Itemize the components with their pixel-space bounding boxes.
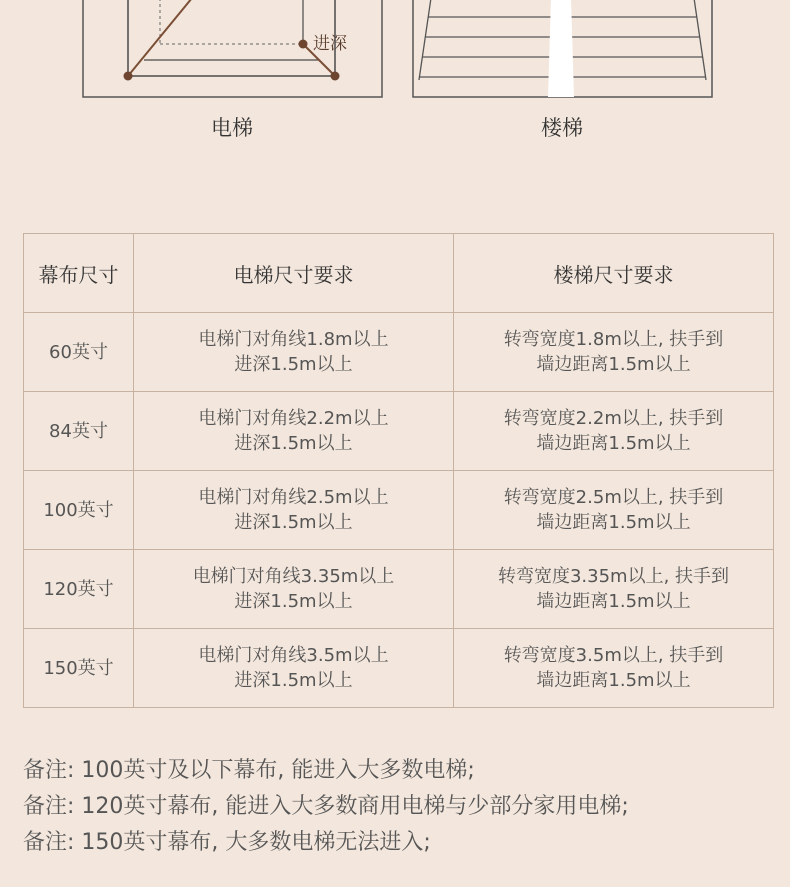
screen-size-cell: 100英寸	[24, 471, 134, 550]
elevator-requirement-cell	[134, 471, 454, 550]
diagrams-area	[0, 0, 790, 110]
elevator-point-front-left	[124, 72, 133, 81]
elevator-requirement-line: 进深1.5m以上	[234, 670, 353, 691]
elevator-diagram	[83, 0, 382, 97]
elevator-requirement-line: 进深1.5m以上	[234, 354, 353, 375]
elevator-requirement-line: 进深1.5m以上	[234, 433, 353, 454]
screen-size-cell: 150英寸	[24, 629, 134, 708]
screen-size-cell: 120英寸	[24, 550, 134, 629]
stairs-requirement-line: 转弯宽度2.5m以上, 扶手到	[503, 487, 724, 508]
stairs-requirement-cell	[454, 629, 774, 708]
elevator-point-front-right	[331, 72, 340, 81]
elevator-requirement-cell	[134, 392, 454, 471]
table-header-row	[24, 234, 774, 313]
elevator-requirement-cell	[134, 313, 454, 392]
table-row	[24, 392, 774, 471]
stairs-diagram	[413, 0, 712, 97]
elevator-point-back-right	[299, 40, 308, 49]
table-row	[24, 471, 774, 550]
elevator-requirement-line: 电梯门对角线2.2m以上	[198, 408, 389, 429]
stairs-center-band	[548, 0, 574, 97]
note-line: 备注: 100英寸及以下幕布, 能进入大多数电梯;	[23, 758, 475, 783]
header-elevator-requirements: 电梯尺寸要求	[134, 234, 454, 313]
elevator-requirement-line: 进深1.5m以上	[234, 512, 353, 533]
stairs-requirement-line: 墙边距离1.5m以上	[536, 591, 691, 612]
stairs-requirement-cell	[454, 392, 774, 471]
stairs-requirement-cell	[454, 471, 774, 550]
table-row	[24, 629, 774, 708]
elevator-diagram-label: 电梯	[211, 116, 253, 140]
elevator-requirement-cell	[134, 629, 454, 708]
stairs-requirement-line: 转弯宽度3.35m以上, 扶手到	[497, 566, 730, 587]
stairs-requirement-cell	[454, 550, 774, 629]
stairs-requirement-line: 墙边距离1.5m以上	[536, 512, 691, 533]
stairs-requirement-line: 转弯宽度1.8m以上, 扶手到	[503, 329, 724, 350]
stairs-requirement-line: 墙边距离1.5m以上	[536, 433, 691, 454]
stairs-right-rail	[694, 0, 706, 80]
header-stairs-requirements: 楼梯尺寸要求	[454, 234, 774, 313]
table-row	[24, 313, 774, 392]
elevator-requirement-cell	[134, 550, 454, 629]
note-line: 备注: 120英寸幕布, 能进入大多数商用电梯与少部分家用电梯;	[23, 794, 629, 819]
note-line: 备注: 150英寸幕布, 大多数电梯无法进入;	[23, 830, 431, 855]
table-row	[24, 550, 774, 629]
size-requirements-table	[23, 233, 774, 708]
notes-section	[23, 753, 773, 861]
stairs-requirement-line: 墙边距离1.5m以上	[536, 670, 691, 691]
stairs-left-rail	[419, 0, 431, 80]
header-screen-size: 幕布尺寸	[24, 234, 134, 313]
stairs-requirement-line: 转弯宽度2.2m以上, 扶手到	[503, 408, 724, 429]
stairs-requirement-line: 墙边距离1.5m以上	[536, 354, 691, 375]
screen-size-cell: 60英寸	[24, 313, 134, 392]
elevator-requirement-line: 电梯门对角线1.8m以上	[198, 329, 389, 350]
screen-size-cell: 84英寸	[24, 392, 134, 471]
elevator-requirement-line: 电梯门对角线3.35m以上	[192, 566, 395, 587]
elevator-depth-label: 进深	[313, 34, 347, 54]
stairs-requirement-line: 转弯宽度3.5m以上, 扶手到	[503, 645, 724, 666]
elevator-requirement-line: 进深1.5m以上	[234, 591, 353, 612]
elevator-requirement-line: 电梯门对角线2.5m以上	[198, 487, 389, 508]
elevator-requirement-line: 电梯门对角线3.5m以上	[198, 645, 389, 666]
stairs-requirement-cell	[454, 313, 774, 392]
stairs-diagram-label: 楼梯	[541, 116, 583, 140]
